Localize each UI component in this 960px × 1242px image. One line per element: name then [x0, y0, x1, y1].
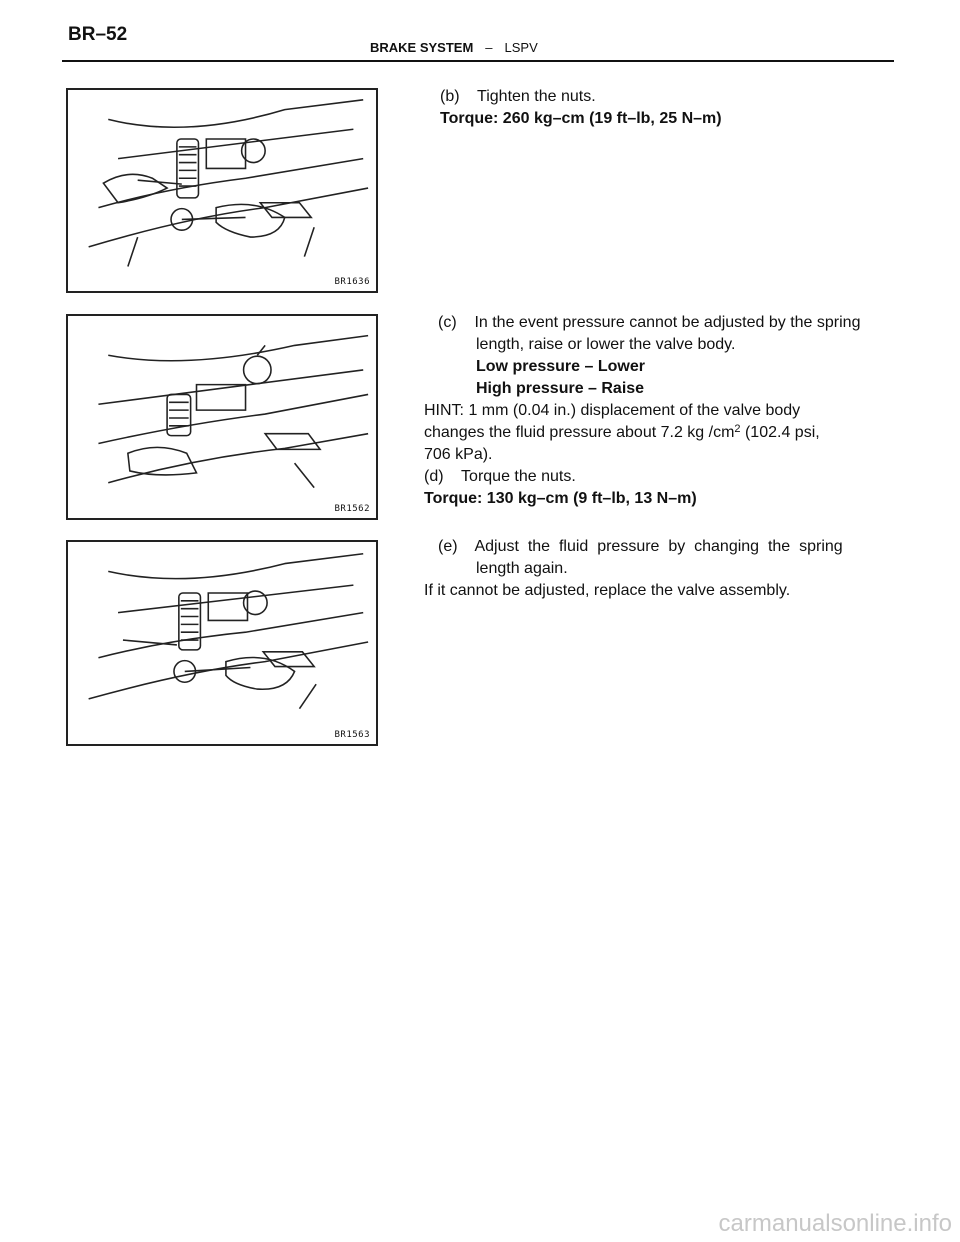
step-e-line2: length again.	[476, 560, 568, 577]
running-head	[370, 40, 538, 55]
hint-line2	[424, 422, 894, 444]
figure-raise-valve-body	[66, 314, 378, 520]
figure-adjust-spring-length	[66, 540, 378, 746]
header-rule	[62, 60, 894, 62]
figure-code: BR1562	[334, 504, 370, 514]
step-d-torque: Torque: 130 kg–cm (9 ft–lb, 13 N–m)	[424, 490, 697, 507]
section-title: BRAKE SYSTEM	[370, 40, 474, 55]
illustration-spring-adjust	[68, 542, 376, 744]
hint-text-post: (102.4 psi,	[740, 424, 820, 441]
figure-code: BR1636	[334, 277, 370, 287]
step-b-instruction: (b) Tighten the nuts.	[440, 88, 596, 105]
page-code: BR–52	[68, 24, 128, 45]
step-b-torque: Torque: 260 kg–cm (19 ft–lb, 25 N–m)	[440, 110, 722, 127]
step-e-line3: If it cannot be adjusted, replace the valve assembly.	[424, 582, 791, 599]
step-c-line2: length, raise or lower the valve body.	[476, 336, 736, 353]
watermark: carmanualsonline.info	[718, 1210, 952, 1237]
step-d-instruction: (d) Torque the nuts.	[424, 468, 576, 485]
figure-code: BR1563	[334, 730, 370, 740]
illustration-valve-body	[68, 316, 376, 518]
hint-text: changes the fluid pressure about 7.2 kg /cm	[424, 424, 735, 441]
step-d	[424, 466, 880, 510]
step-b	[438, 86, 894, 130]
step-e-line1: (e) Adjust the fluid pressure by changing the spring	[438, 538, 843, 555]
step-e	[424, 536, 894, 602]
high-pressure-note: High pressure – Raise	[476, 380, 645, 397]
illustration-lspv-wrench	[68, 90, 376, 291]
hint-line1: HINT: 1 mm (0.04 in.) displacement of the valve body	[424, 402, 801, 419]
superscript: 2	[734, 423, 741, 435]
hint-line3: 706 kPa).	[424, 446, 493, 463]
step-c	[424, 312, 894, 466]
subsection-title: LSPV	[504, 40, 538, 55]
figure-tighten-nuts	[66, 88, 378, 293]
step-c-line1: (c) In the event pressure cannot be adjusted by the spring	[438, 314, 861, 331]
header-separator: –	[485, 40, 493, 55]
low-pressure-note: Low pressure – Lower	[476, 358, 645, 375]
